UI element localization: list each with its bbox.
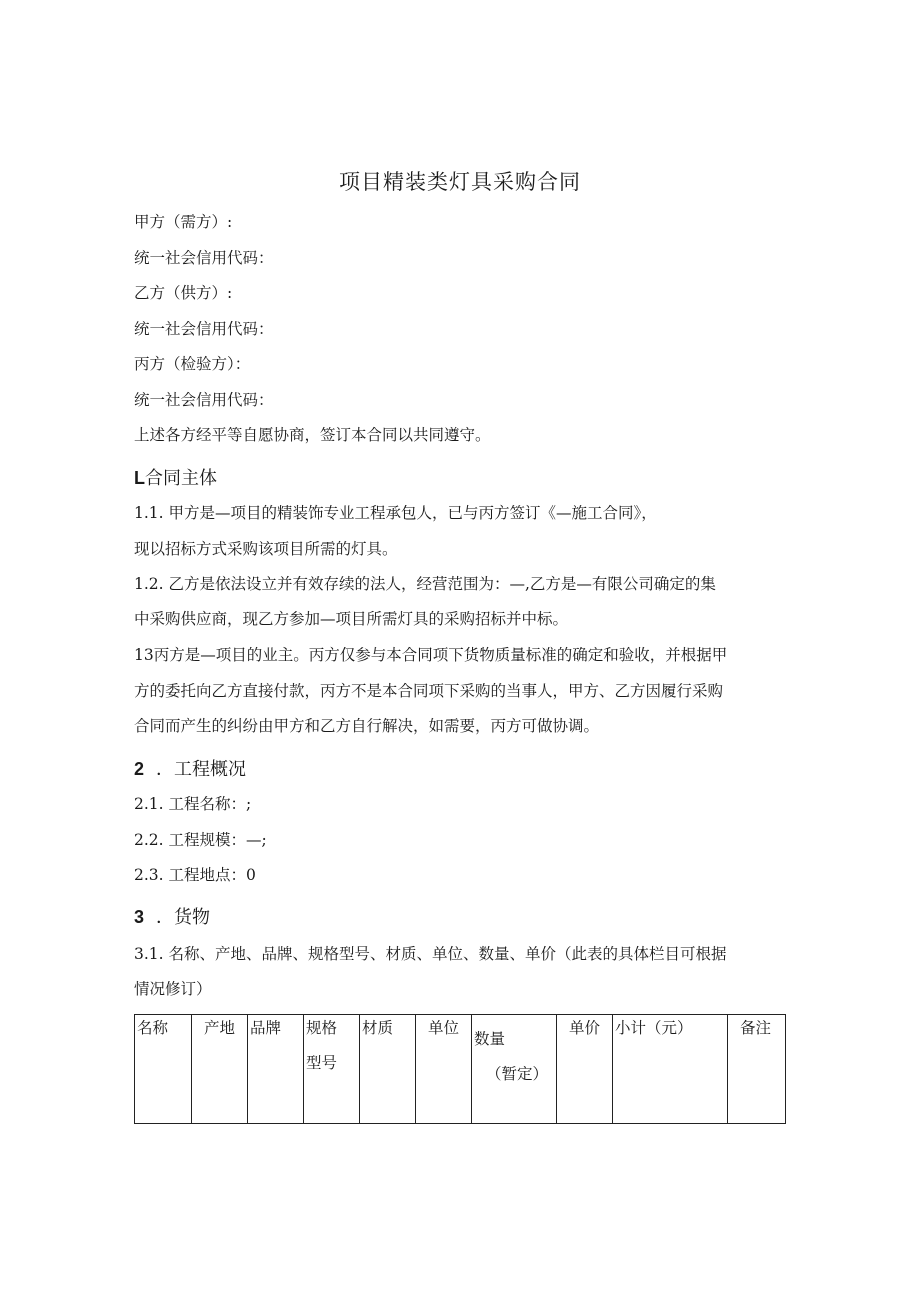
section-1-heading [134, 464, 217, 490]
section-3-heading [134, 903, 210, 929]
section-2-number: 2 [134, 759, 145, 779]
header-cell-name [135, 1015, 192, 1124]
section-1-number: L [134, 468, 145, 488]
header-unit: 单位 [428, 1019, 460, 1037]
header-cell-material [360, 1015, 416, 1124]
agreement-statement: 上述各方经平等自愿协商，签订本合同以共同遵守。 [134, 426, 491, 444]
goods-table [134, 1014, 786, 1124]
header-cell-unit [416, 1015, 472, 1124]
party-a-label: 甲方（需方）: [134, 213, 233, 231]
clause-1-3-line-3: 合同而产生的纠纷由甲方和乙方自行解决，如需要，丙方可做协调。 [134, 717, 600, 735]
clause-3-1-line-2: 情况修订） [134, 980, 212, 998]
clause-2-2: 2.2. 工程规模：—; [134, 831, 267, 849]
section-2-heading [134, 755, 246, 781]
clause-1-2-line-2: 中采购供应商，现乙方参加—项目所需灯具的采购招标并中标。 [134, 610, 569, 628]
clause-2-3: 2.3. 工程地点：0 [134, 866, 256, 884]
section-3-number: 3 [134, 907, 145, 927]
clause-1-1-line-1: 1.1. 甲方是—项目的精装饰专业工程承包人，已与丙方签订《—施工合同》， [134, 504, 657, 522]
header-quantity-line-1: 数量 [474, 1030, 506, 1048]
header-material: 材质 [362, 1019, 394, 1037]
header-cell-origin [192, 1015, 248, 1124]
header-name: 名称 [137, 1019, 169, 1037]
header-remark: 备注 [740, 1019, 772, 1037]
clause-3-1-line-1: 3.1. 名称、产地、品牌、规格型号、材质、单位、数量、单价（此表的具体栏目可根据 [134, 945, 727, 963]
party-c-credit-code-label: 统一社会信用代码： [134, 391, 274, 409]
header-subtotal: 小计（元） [615, 1019, 693, 1037]
header-cell-brand [248, 1015, 304, 1124]
party-a-credit-code-label: 统一社会信用代码： [134, 249, 274, 267]
table-header-row [135, 1015, 786, 1124]
clause-1-3-line-1: 13丙方是—项目的业主。丙方仅参与本合同项下货物质量标准的确定和验收，并根据甲 [134, 646, 728, 664]
header-cell-subtotal [613, 1015, 728, 1124]
party-b-label: 乙方（供方）: [134, 284, 233, 302]
party-b-credit-code-label: 统一社会信用代码： [134, 320, 274, 338]
header-brand: 品牌 [250, 1019, 282, 1037]
header-price: 单价 [569, 1019, 601, 1037]
section-1-title: 合同主体 [145, 468, 217, 489]
header-origin: 产地 [204, 1019, 236, 1037]
party-c-label: 丙方（检验方）： [134, 355, 251, 373]
header-spec-line-2: 型号 [306, 1054, 338, 1072]
header-cell-price [557, 1015, 613, 1124]
section-2-title: ．工程概况 [156, 759, 247, 780]
header-cell-quantity [472, 1015, 557, 1124]
header-cell-spec [304, 1015, 360, 1124]
header-cell-remark [728, 1015, 786, 1124]
clause-2-1: 2.1. 工程名称：; [134, 795, 252, 813]
clause-1-3-line-2: 方的委托向乙方直接付款，丙方不是本合同项下采购的当事人，甲方、乙方因履行采购 [134, 682, 724, 700]
header-quantity-line-2: （暂定） [486, 1065, 549, 1083]
clause-1-2-line-1: 1.2. 乙方是依法设立并有效存续的法人，经营范围为：—,乙方是—有限公司确定的集 [134, 575, 716, 593]
clause-1-1-line-2: 现以招标方式采购该项目所需的灯具。 [134, 540, 398, 558]
section-3-title: ．货物 [156, 907, 211, 928]
document-title: 项目精装类灯具采购合同 [339, 170, 581, 194]
header-spec-line-1: 规格 [306, 1019, 338, 1037]
